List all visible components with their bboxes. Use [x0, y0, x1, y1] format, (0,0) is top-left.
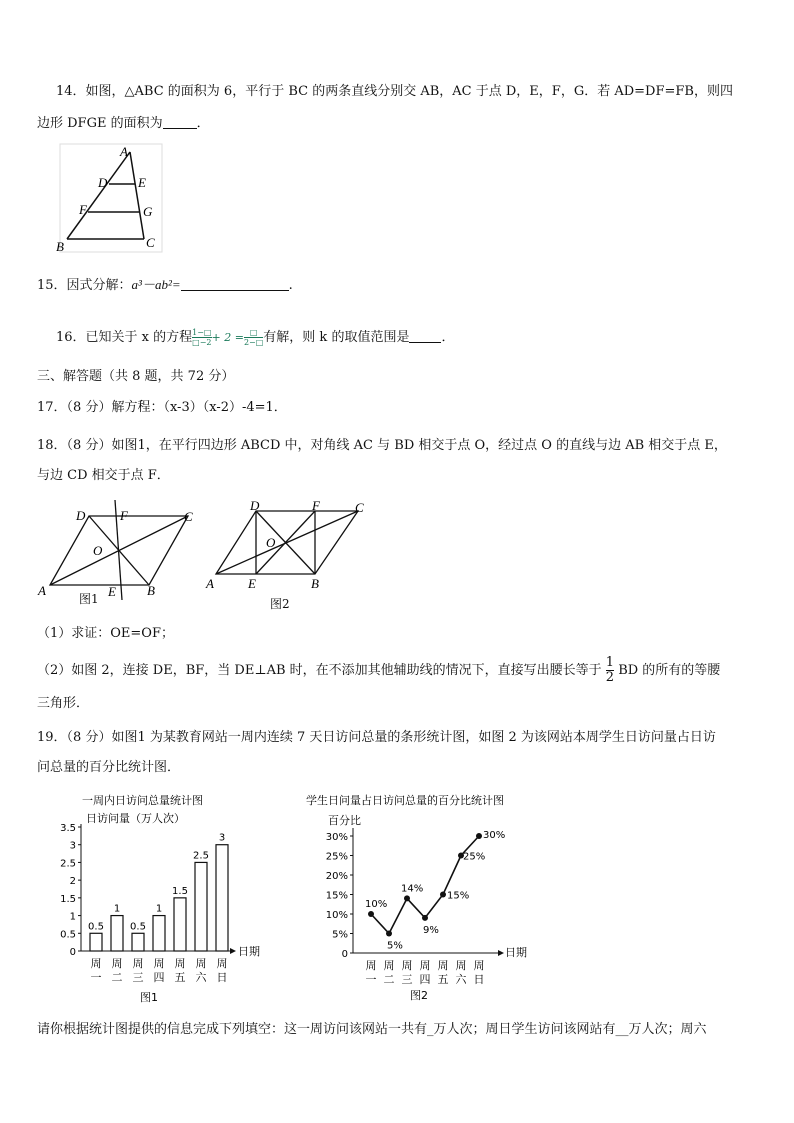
chart1-value-label-1: 1	[113, 903, 121, 915]
chart2-xtick-bottom-1: 二	[383, 973, 395, 986]
q18-part2-b: BD 的所有的等腰	[618, 663, 721, 678]
q19-bar-chart	[58, 790, 298, 1008]
chart1-xtick-bottom-1: 二	[111, 971, 123, 984]
chart1-bar-3	[153, 916, 165, 951]
chart1-ytick-label-1: 0.5	[60, 929, 76, 941]
chart1-xtick-bottom-5: 六	[195, 971, 207, 984]
q14-line1: 14．如图，△ABC 的面积为 6，平行于 BC 的两条直线分别交 AB，AC 于点 D，E，F，G．若 AD=DF=FB，则四	[56, 84, 733, 99]
q14-point-f: F	[79, 202, 87, 217]
q15-prefix: 15．因式分解：	[37, 278, 132, 293]
chart1-value-label-2: 0.5	[130, 921, 146, 933]
chart1-ylabel: 日访问量（万人次）	[86, 812, 185, 825]
q18-fig1-point-f: F	[120, 508, 128, 523]
chart1-xtick-top-2: 周	[132, 957, 144, 970]
chart1-bar-4	[174, 898, 186, 951]
chart2-value-label-1: 5%	[387, 940, 403, 952]
chart2-title: 学生日问量占日访问总量的百分比统计图	[306, 794, 504, 807]
q14-triangle-figure	[54, 143, 164, 255]
chart2-point-0	[368, 911, 374, 917]
chart2-xtick-top-0: 周	[365, 959, 377, 972]
chart2-xtick-bottom-5: 六	[455, 973, 467, 986]
q19-line-chart	[298, 790, 558, 1008]
chart2-ytick-label-2: 10%	[325, 910, 348, 921]
chart2-point-6	[476, 833, 482, 839]
q14-point-a: A	[120, 144, 128, 159]
q16-frac2-den: 2−□	[243, 338, 264, 347]
q18-fig2-point-f: F	[312, 498, 320, 513]
chart2-xtick-top-1: 周	[383, 959, 395, 972]
chart2-ytick-label-4: 20%	[325, 871, 348, 882]
chart1-ytick-label-7: 3.5	[60, 823, 76, 834]
chart2-xtick-top-3: 周	[419, 959, 431, 972]
q16-frac1-den: □−2	[192, 338, 212, 347]
chart1-xtick-bottom-3: 四	[153, 971, 165, 984]
chart1-xtick-bottom-2: 三	[132, 971, 144, 984]
q18-part2-fraction	[606, 656, 614, 685]
chart2-ytick-label-5: 25%	[325, 851, 348, 863]
chart1-value-label-3: 1	[155, 903, 163, 915]
chart1-xlabel: 日期	[238, 945, 260, 958]
q14-end: ．	[196, 116, 210, 131]
chart2-value-label-6: 30%	[483, 830, 506, 841]
chart1-value-label-4: 1.5	[172, 885, 188, 897]
chart2-point-4	[440, 892, 446, 898]
chart1-ytick-label-3: 1.5	[60, 893, 76, 905]
chart1-xtick-bottom-6: 日	[216, 971, 228, 984]
chart1-value-label-5: 2.5	[193, 850, 209, 862]
section-3-heading: 三、解答题（共 8 题，共 72 分）	[37, 369, 235, 384]
q18-part2-frac-den: 2	[605, 670, 615, 685]
q16-plus: + 2 =	[211, 331, 244, 344]
chart2-ytick-label-1: 5%	[332, 929, 348, 941]
q15-line	[37, 275, 293, 296]
q16-frac2-num: □	[244, 328, 263, 338]
q17-text: 17．（8 分）解方程：（x-3）（x-2）-4=1．	[37, 400, 287, 415]
q16-prefix: 16．已知关于 x 的方程	[56, 330, 193, 345]
q18-line2: 与边 CD 相交于点 F．	[37, 468, 170, 483]
q19-line2: 问总量的百分比统计图．	[37, 760, 181, 775]
q19-bottom-line: 请你根据统计图提供的信息完成下列填空：这一周访问该网站一共有_万人次；周日学生访问该网站有__万人次；周六	[37, 1022, 707, 1037]
chart2-value-label-4: 15%	[447, 890, 470, 902]
q18-figure-2	[204, 496, 374, 596]
chart1-title: 一周内日访问总量统计图	[82, 794, 203, 807]
q14-line2	[37, 114, 210, 134]
q14-point-g: G	[143, 204, 153, 219]
q15-answer-blank	[181, 276, 289, 291]
q16-end: ．	[441, 330, 455, 345]
chart1-ytick-label-4: 2	[69, 876, 76, 888]
q19-line1: 19．（8 分）如图1 为某教育网站一周内连续 7 天日访问总量的条形统计图，如图 2 为该网站本周学生日访问量占日访	[37, 730, 716, 745]
q18-fig1-point-c: C	[184, 509, 193, 524]
chart1-bar-6	[216, 845, 228, 951]
chart2-xtick-bottom-4: 五	[437, 973, 449, 986]
q18-fig1-point-d: D	[76, 508, 86, 523]
chart1-value-label-0: 0.5	[88, 921, 104, 933]
chart1-xtick-top-5: 周	[195, 957, 207, 970]
chart2-xlabel: 日期	[505, 946, 527, 959]
q18-fig1-point-b: B	[147, 583, 155, 598]
chart2-caption: 图2	[410, 989, 428, 1002]
chart1-bar-1	[111, 916, 123, 951]
chart1-ytick-label-0: 0	[69, 947, 76, 958]
chart2-xtick-bottom-0: 一	[365, 973, 377, 986]
chart2-xtick-bottom-3: 四	[419, 973, 431, 986]
chart2-ytick-label-6: 30%	[325, 832, 348, 843]
chart2-xtick-top-5: 周	[455, 959, 467, 972]
q16-suffix: 有解，则 k 的取值范围是	[263, 330, 410, 345]
chart2-xtick-bottom-2: 三	[401, 973, 413, 986]
q18-fig1-point-e: E	[108, 584, 116, 599]
chart1-xtick-top-0: 周	[90, 957, 102, 970]
chart2-xtick-bottom-6: 日	[473, 973, 485, 986]
chart1-xtick-bottom-4: 五	[174, 971, 186, 984]
q14-line2-text: 边形 DFGE 的面积为	[37, 116, 163, 131]
q14-point-e: E	[138, 175, 146, 190]
chart1-ytick-label-5: 2.5	[60, 858, 76, 870]
q15-expression: a³－ab²=	[131, 277, 181, 292]
chart2-ylabel: 百分比	[328, 814, 361, 827]
chart1-bar-5	[195, 862, 207, 951]
chart1-xtick-top-3: 周	[153, 957, 165, 970]
q18-figure-1	[36, 500, 206, 608]
q16-line	[56, 326, 454, 350]
chart2-ytick-label-0: 0	[341, 949, 348, 960]
chart2-point-1	[386, 931, 392, 937]
q14-point-c: C	[146, 235, 155, 250]
q18-fig2-point-e: E	[248, 576, 256, 591]
q16-fraction-1	[192, 328, 211, 347]
chart1-xtick-top-4: 周	[174, 957, 186, 970]
chart1-xtick-top-1: 周	[111, 957, 123, 970]
q14-answer-blank	[163, 114, 197, 129]
q16-frac1-num: 1−□	[192, 328, 212, 337]
q18-fig2-point-b: B	[311, 576, 319, 591]
chart1-bar-0	[90, 933, 102, 951]
q18-fig2-caption: 图2	[270, 597, 290, 611]
chart2-value-label-3: 9%	[423, 924, 439, 936]
q16-fraction-2	[244, 328, 263, 347]
chart1-caption: 图1	[140, 991, 158, 1004]
chart1-xtick-top-6: 周	[216, 957, 228, 970]
q18-part2-a: （2）如图 2，连接 DE，BF，当 DE⊥AB 时，在不添加其他辅助线的情况下，直接写出腰长等于	[37, 663, 602, 678]
q18-fig1-point-o: O	[93, 543, 103, 558]
chart2-xtick-top-6: 周	[473, 959, 485, 972]
q18-fig2-point-c: C	[355, 500, 364, 515]
q18-line1: 18．（8 分）如图1，在平行四边形 ABCD 中，对角线 AC 与 BD 相交于点 O，经过点 O 的直线与边 AB 相交于点 E，	[37, 438, 727, 453]
chart2-ytick-label-3: 15%	[325, 890, 348, 902]
chart1-bar-2	[132, 933, 144, 951]
chart1-value-label-6: 3	[218, 832, 226, 844]
q18-fig2-point-o: O	[266, 535, 276, 550]
chart2-point-3	[422, 915, 428, 921]
chart2-value-label-0: 10%	[365, 899, 388, 910]
chart2-xtick-top-4: 周	[437, 959, 449, 972]
chart2-xtick-top-2: 周	[401, 959, 413, 972]
q18-fig1-point-a: A	[38, 583, 46, 598]
chart2-point-2	[404, 895, 410, 901]
q18-part2-frac-num: 1	[605, 655, 615, 670]
chart1-xtick-bottom-0: 一	[90, 971, 102, 984]
q18-fig1-caption: 图1	[79, 592, 99, 606]
q18-part2-c: 三角形．	[37, 696, 90, 711]
q18-part2-line	[37, 656, 720, 685]
q18-fig2-point-a: A	[206, 576, 214, 591]
chart2-value-label-2: 14%	[401, 883, 424, 895]
q15-end: .	[288, 278, 293, 293]
q18-fig2-point-d: D	[250, 498, 260, 513]
chart1-ytick-label-2: 1	[69, 911, 76, 923]
q14-point-b: B	[56, 239, 64, 254]
chart2-value-label-5: 25%	[463, 851, 486, 863]
q16-answer-blank	[409, 328, 441, 343]
q18-part1: （1）求证：OE=OF；	[37, 626, 174, 641]
q14-point-d: D	[98, 175, 108, 190]
chart1-ytick-label-6: 3	[69, 840, 76, 852]
